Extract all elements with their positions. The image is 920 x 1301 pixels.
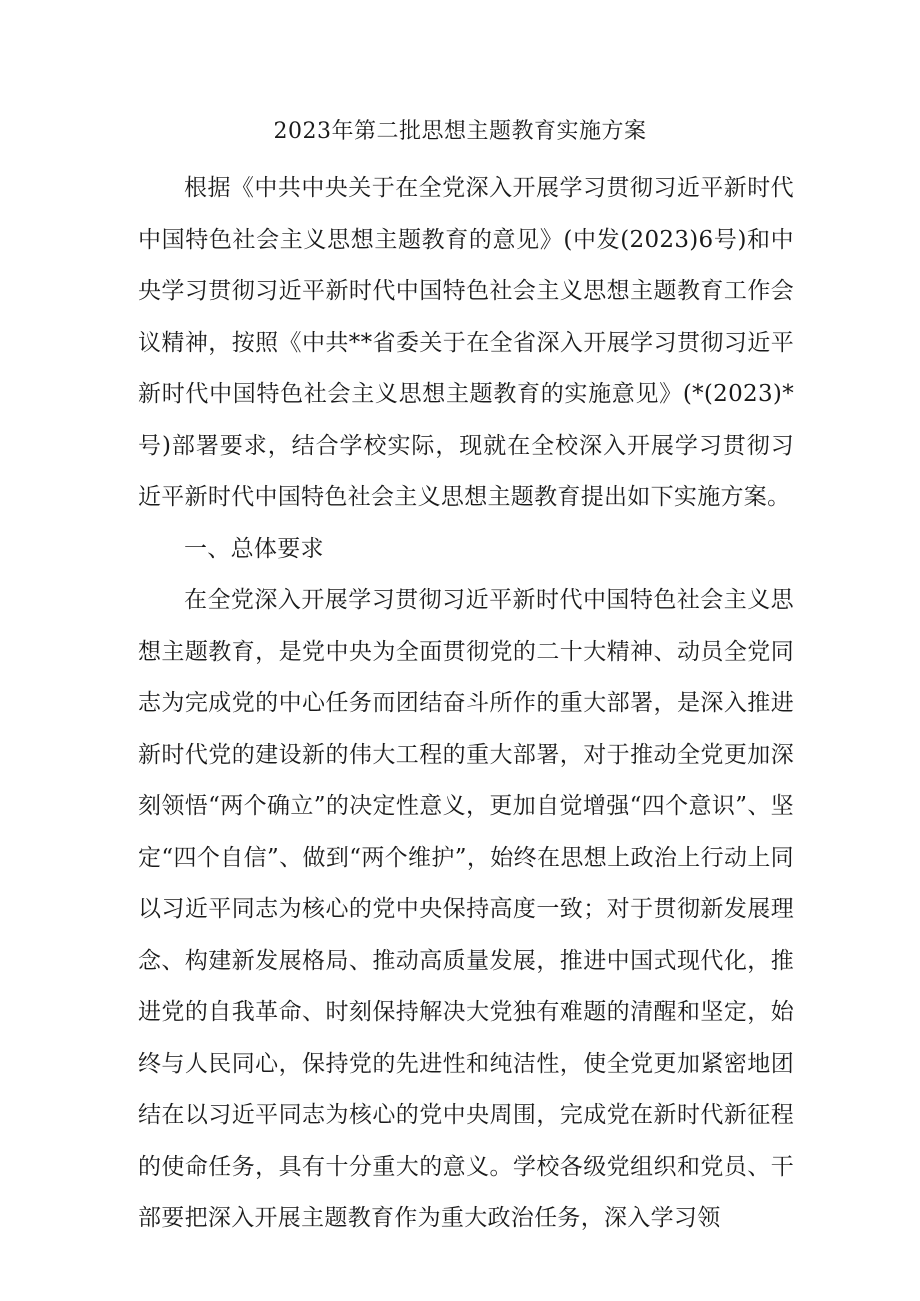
paragraph-intro: 根据《中共中央关于在全党深入开展学习贯彻习近平新时代中国特色社会主义思想主题教育的意见》(中发(2023)6号)和中央学习贯彻习近平新时代中国特色社会主义思想主题教育工作会议精神，按照《中共**省委关于在全省深入开展学习贯彻习近平新时代中国特色社会主义思想主题教育的实施意见》(*(2023)*号)部署要求，结合学校实际，现就在全校深入开展学习贯彻习近平新时代中国特色社会主义思想主题教育提出如下实施方案。 — [138, 175, 794, 510]
section-heading-general-requirements: 一、总体要求 — [184, 535, 324, 562]
paragraph-general-requirements: 在全党深入开展学习贯彻习近平新时代中国特色社会主义思想主题教育，是党中央为全面贯彻党的二十大精神、动员全党同志为完成党的中心任务而团结奋斗所作的重大部署，是深入推进新时代党的建设新的伟大工程的重大部署，对于推动全党更加深刻领悟“两个确立”的决定性意义，更加自觉增强“四个意识”、坚定“四个自信”、做到“两个维护”，始终在思想上政治上行动上同以习近平同志为核心的党中央保持高度一致；对于贯彻新发展理念、构建新发展格局、推动高质量发展，推进中国式现代化，推进党的自我革命、时刻保持解决大党独有难题的清醒和坚定，始终与人民同心，保持党的先进性和纯洁性，使全党更加紧密地团结在以习近平同志为核心的党中央周围，完成党在新时代新征程的使命任务，具有十分重大的意义。学校各级党组织和党员、干部要把深入开展主题教育作为重大政治任务，深入学习领 — [138, 587, 794, 1231]
document-body — [138, 163, 794, 1245]
document-title: 2023年第二批思想主题教育实施方案 — [273, 119, 647, 144]
